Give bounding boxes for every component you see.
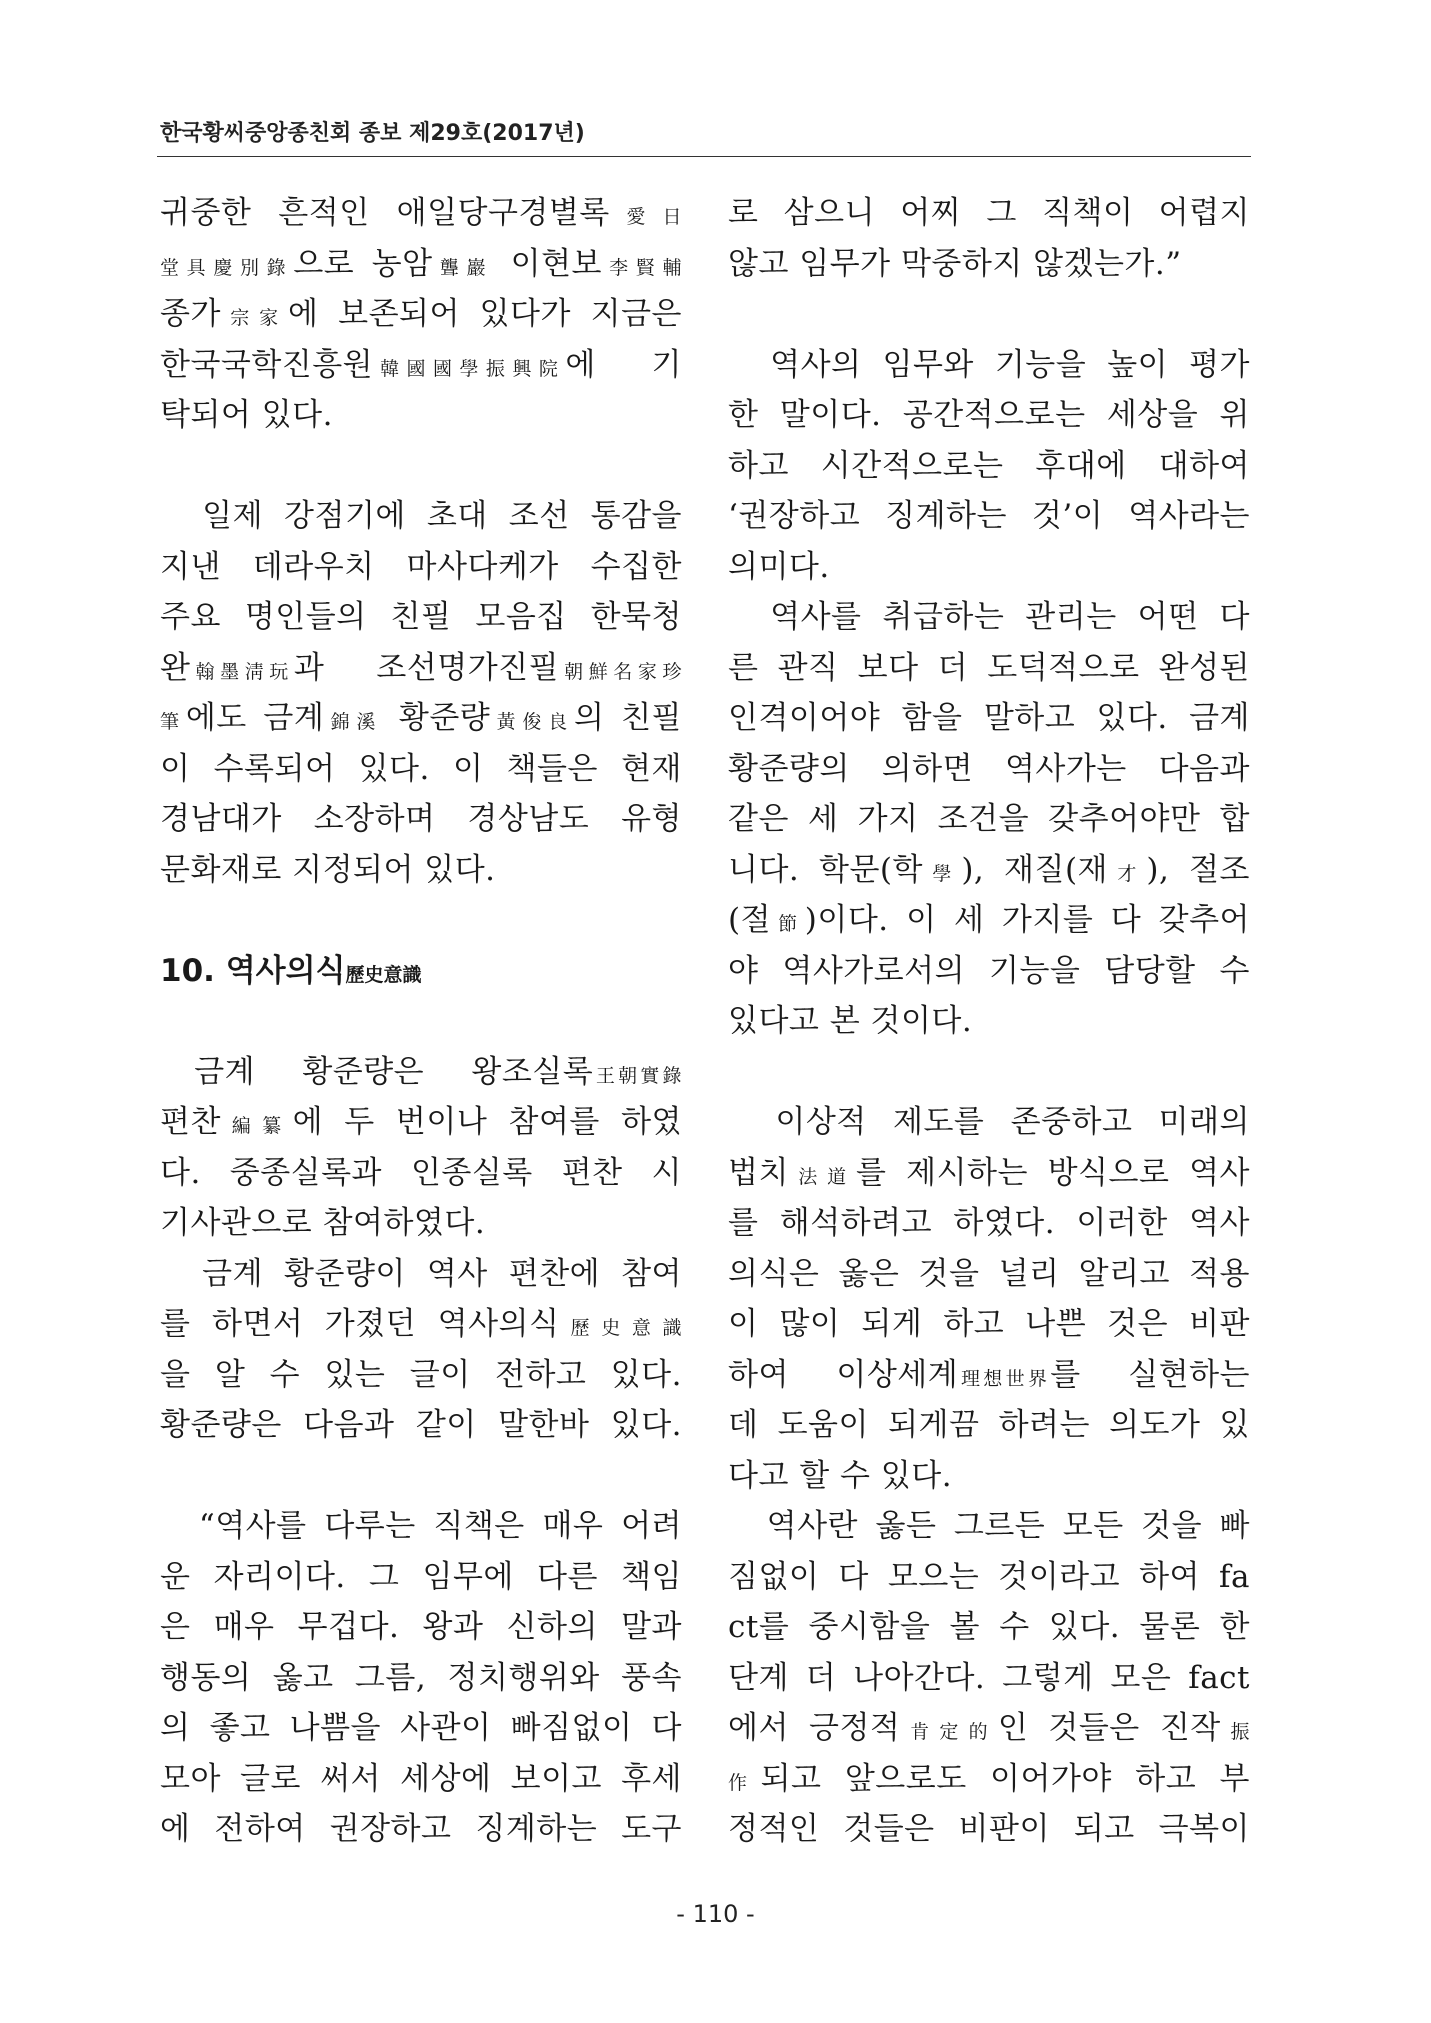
text-line	[728, 1148, 1250, 1199]
line-text: 에서 긍정적	[728, 1710, 901, 1746]
text-line	[728, 794, 1250, 845]
paragraph-gap	[160, 441, 682, 492]
text-line	[728, 693, 1250, 744]
text-line	[160, 643, 682, 694]
line-text: 를 하면서 가졌던 역사의식	[160, 1306, 560, 1342]
text-line	[728, 491, 1250, 542]
line-text: 기사관으로 참여하였다.	[160, 1205, 486, 1241]
text-line	[728, 239, 1250, 290]
line-text: 이 수록되어 있다. 이 책들은 현재	[160, 750, 682, 787]
text-line	[160, 592, 682, 643]
line-text: 이상적 제도를 존중하고 미래의	[728, 1104, 1250, 1140]
text-line	[728, 1097, 1250, 1148]
text-line	[728, 390, 1250, 441]
line-text: 황준량의 의하면 역사가는 다음과	[728, 750, 1250, 787]
line-text: 금계 황준량이 역사 편찬에 참여	[160, 1255, 682, 1292]
line-text: 문화재로 지정되어 있다.	[160, 851, 496, 888]
line-text: 주요 명인들의 친필 모음집 한묵청	[160, 599, 682, 635]
hanja-annotation: 錦溪	[324, 711, 383, 733]
line-text: 니다. 학문(학	[728, 851, 923, 888]
line-text: 를 제시하는 방식으로 역사	[855, 1154, 1250, 1191]
text-line	[160, 1552, 682, 1603]
line-text: 에 기	[565, 346, 682, 383]
line-text: 황준량	[382, 700, 491, 736]
text-line	[160, 1198, 682, 1249]
left-column	[160, 188, 682, 1855]
line-text: 짐없이 다 모으는 것이라고 하여 fa	[728, 1558, 1250, 1595]
hanja-annotation: 振	[1220, 1721, 1250, 1743]
text-line	[160, 1350, 682, 1401]
line-text: 경남대가 소장하며 경상남도 유형	[160, 801, 682, 837]
hanja-annotation: 作	[728, 1771, 761, 1794]
text-line	[160, 1400, 682, 1451]
line-text: 에 전하여 권장하고 징계하는 도구	[160, 1811, 682, 1847]
text-line	[160, 542, 682, 593]
line-text: 역사를 취급하는 관리는 어떤 다	[728, 599, 1250, 635]
line-text: 황준량은 다음과 같이 말한바 있다.	[160, 1407, 682, 1443]
hanja-annotation: 王朝實錄	[593, 1064, 682, 1087]
text-line	[160, 1653, 682, 1704]
text-line	[160, 1299, 682, 1350]
hanja-annotation: 聾巖	[432, 256, 494, 279]
text-line	[160, 794, 682, 845]
paragraph-gap	[160, 1451, 682, 1502]
text-line	[160, 1047, 682, 1098]
hanja-annotation: 歷史意識	[559, 1317, 682, 1339]
line-text: ‘권장하고 징계하는 것’이 역사라는	[728, 498, 1250, 534]
line-text: 은 매우 무겁다. 왕과 신하의 말과	[160, 1609, 682, 1645]
line-text: 의식은 옳은 것을 널리 알리고 적용	[728, 1255, 1250, 1292]
paragraph-gap	[728, 1047, 1250, 1098]
text-line	[728, 592, 1250, 643]
line-text: 10. 역사의식	[160, 952, 346, 989]
text-line	[160, 340, 682, 391]
text-line	[160, 188, 682, 239]
line-text: 같은 세 가지 조건을 갖추어야만 합	[728, 801, 1250, 837]
hanja-annotation: 歷史意識	[345, 963, 422, 986]
line-text: 운 자리이다. 그 임무에 다른 책임	[160, 1558, 682, 1595]
line-text: 한국국학진흥원	[160, 346, 374, 383]
page-number: - 110 -	[676, 1900, 755, 1928]
hanja-annotation: 黃俊良	[490, 711, 574, 733]
text-line	[728, 1602, 1250, 1653]
text-line	[728, 340, 1250, 391]
line-text: 정적인 것들은 비판이 되고 극복이	[728, 1811, 1250, 1847]
text-line	[728, 441, 1250, 492]
line-text: 금계 황준량은 왕조실록	[160, 1053, 594, 1090]
header-rule	[157, 156, 1251, 157]
line-text: 일제 강점기에 초대 조선 통감을	[160, 498, 682, 534]
hanja-annotation: 朝鮮名家珍	[559, 660, 682, 683]
line-text: 역사란 옳든 그르든 모든 것을 빠	[728, 1508, 1250, 1544]
hanja-annotation: 才	[1108, 862, 1147, 885]
line-text: 탁되어 있다.	[160, 397, 333, 433]
hanja-annotation: 愛日	[609, 206, 682, 228]
text-line	[728, 542, 1250, 593]
paragraph-gap	[160, 895, 682, 946]
text-line	[728, 1552, 1250, 1603]
hanja-annotation: 編纂	[220, 1115, 293, 1137]
text-line	[160, 1703, 682, 1754]
line-text: (절	[728, 902, 772, 938]
line-text: 과 조선명가진필	[293, 649, 560, 686]
text-line	[160, 845, 682, 896]
text-line	[160, 491, 682, 542]
text-line	[728, 1703, 1250, 1754]
text-line	[160, 289, 682, 340]
text-line	[160, 1249, 682, 1300]
text-line	[728, 188, 1250, 239]
hanja-annotation: 節	[771, 913, 805, 935]
right-column	[728, 188, 1250, 1855]
hanja-annotation: 韓國國學振興院	[373, 357, 566, 380]
text-line	[728, 1451, 1250, 1502]
line-text: 있다고 본 것이다.	[728, 1003, 973, 1039]
line-text: 다고 할 수 있다.	[728, 1457, 953, 1494]
line-text: 데 도움이 되게끔 하려는 의도가 있	[728, 1407, 1250, 1443]
text-line	[728, 1249, 1250, 1300]
line-text: 에 두 번이나 참여를 하였	[292, 1104, 682, 1140]
hanja-annotation: 學	[922, 862, 962, 885]
text-line	[160, 1148, 682, 1199]
line-text: 의미다.	[728, 548, 830, 585]
text-line	[728, 895, 1250, 946]
line-text: 를 실현하는	[1050, 1356, 1250, 1393]
line-text: 에 보존되어 있다가 지금은	[287, 296, 682, 332]
line-text: 으로 농암	[293, 245, 433, 282]
line-text: 로 삼으니 어찌 그 직책이 어렵지	[728, 195, 1250, 231]
line-text: 다. 중종실록과 인종실록 편찬 시	[160, 1154, 682, 1191]
paragraph-gap	[160, 996, 682, 1047]
text-line	[160, 1804, 682, 1855]
text-line	[160, 1501, 682, 1552]
line-text: 야 역사가로서의 기능을 담당할 수	[728, 952, 1250, 989]
hanja-annotation: 宗家	[220, 307, 288, 329]
text-line	[728, 1299, 1250, 1350]
section-heading	[160, 946, 682, 997]
hanja-annotation: 李賢輔	[601, 256, 682, 279]
line-text: 른 관직 보다 더 도덕적으로 완성된	[728, 649, 1250, 686]
hanja-annotation: 筆	[160, 711, 186, 733]
paragraph-gap	[728, 289, 1250, 340]
line-text: ), 재질(재	[961, 851, 1108, 888]
line-text: 지낸 데라우치 마사다케가 수집한	[160, 548, 682, 585]
text-line	[728, 1804, 1250, 1855]
line-text: 에도 금계	[185, 700, 325, 736]
line-text: 단계 더 나아간다. 그렇게 모은 fact	[728, 1659, 1250, 1696]
line-text: 역사의 임무와 기능을 높이 평가	[728, 346, 1250, 383]
line-text: 를 해석하려고 하였다. 이러한 역사	[728, 1205, 1250, 1241]
text-line	[728, 1198, 1250, 1249]
hanja-annotation: 翰墨淸玩	[190, 660, 294, 683]
line-text: 을 알 수 있는 글이 전하고 있다.	[160, 1356, 682, 1393]
text-line	[728, 1754, 1250, 1805]
text-line	[160, 744, 682, 795]
line-text: 인 것들은 진작	[997, 1710, 1221, 1746]
line-text: ), 절조	[1146, 851, 1250, 888]
hanja-annotation: 堂具慶別錄	[160, 256, 294, 279]
line-text: 하고 시간적으로는 후대에 대하여	[728, 447, 1250, 484]
text-line	[160, 1602, 682, 1653]
hanja-annotation: 法道	[788, 1165, 856, 1188]
line-text: 되고 앞으로도 이어가야 하고 부	[760, 1760, 1250, 1797]
line-text: 종가	[160, 296, 221, 332]
line-text: 귀중한 흔적인 애일당구경별록	[160, 195, 610, 231]
line-text: 한 말이다. 공간적으로는 세상을 위	[728, 397, 1250, 433]
text-line	[728, 1400, 1250, 1451]
text-line	[160, 1097, 682, 1148]
line-text: 편찬	[160, 1104, 221, 1140]
text-line	[728, 1350, 1250, 1401]
line-text: 완	[160, 649, 191, 686]
line-text: 인격이어야 함을 말하고 있다. 금계	[728, 700, 1250, 736]
line-text: )이다. 이 세 가지를 다 갖추어	[804, 902, 1250, 938]
text-line	[728, 1501, 1250, 1552]
text-line	[160, 693, 682, 744]
line-text: 모아 글로 써서 세상에 보이고 후세	[160, 1760, 682, 1797]
line-text: 의 좋고 나쁨을 사관이 빠짐없이 다	[160, 1710, 682, 1746]
text-line	[728, 643, 1250, 694]
hanja-annotation: 肯定的	[900, 1721, 998, 1743]
running-header: 한국황씨중앙종친회 종보 제29호(2017년)	[160, 121, 585, 146]
text-line	[160, 1754, 682, 1805]
text-line	[160, 390, 682, 441]
hanja-annotation: 理想世界	[958, 1367, 1051, 1390]
line-text: 이 많이 되게 하고 나쁜 것은 비판	[728, 1306, 1250, 1342]
line-text: 법치	[728, 1154, 789, 1191]
text-line	[728, 946, 1250, 997]
line-text: 하여 이상세계	[728, 1356, 959, 1393]
line-text: 않고 임무가 막중하지 않겠는가.”	[728, 245, 1182, 282]
text-line	[728, 744, 1250, 795]
line-text: ct를 중시함을 볼 수 있다. 물론 한	[728, 1609, 1250, 1645]
text-line	[728, 1653, 1250, 1704]
line-text: 행동의 옳고 그름, 정치행위와 풍속	[160, 1659, 682, 1696]
text-line	[728, 845, 1250, 896]
text-line	[160, 239, 682, 290]
line-text: 이현보	[493, 245, 602, 282]
line-text: 의 친필	[573, 700, 682, 736]
text-line	[728, 996, 1250, 1047]
line-text: “역사를 다루는 직책은 매우 어려	[160, 1508, 682, 1544]
